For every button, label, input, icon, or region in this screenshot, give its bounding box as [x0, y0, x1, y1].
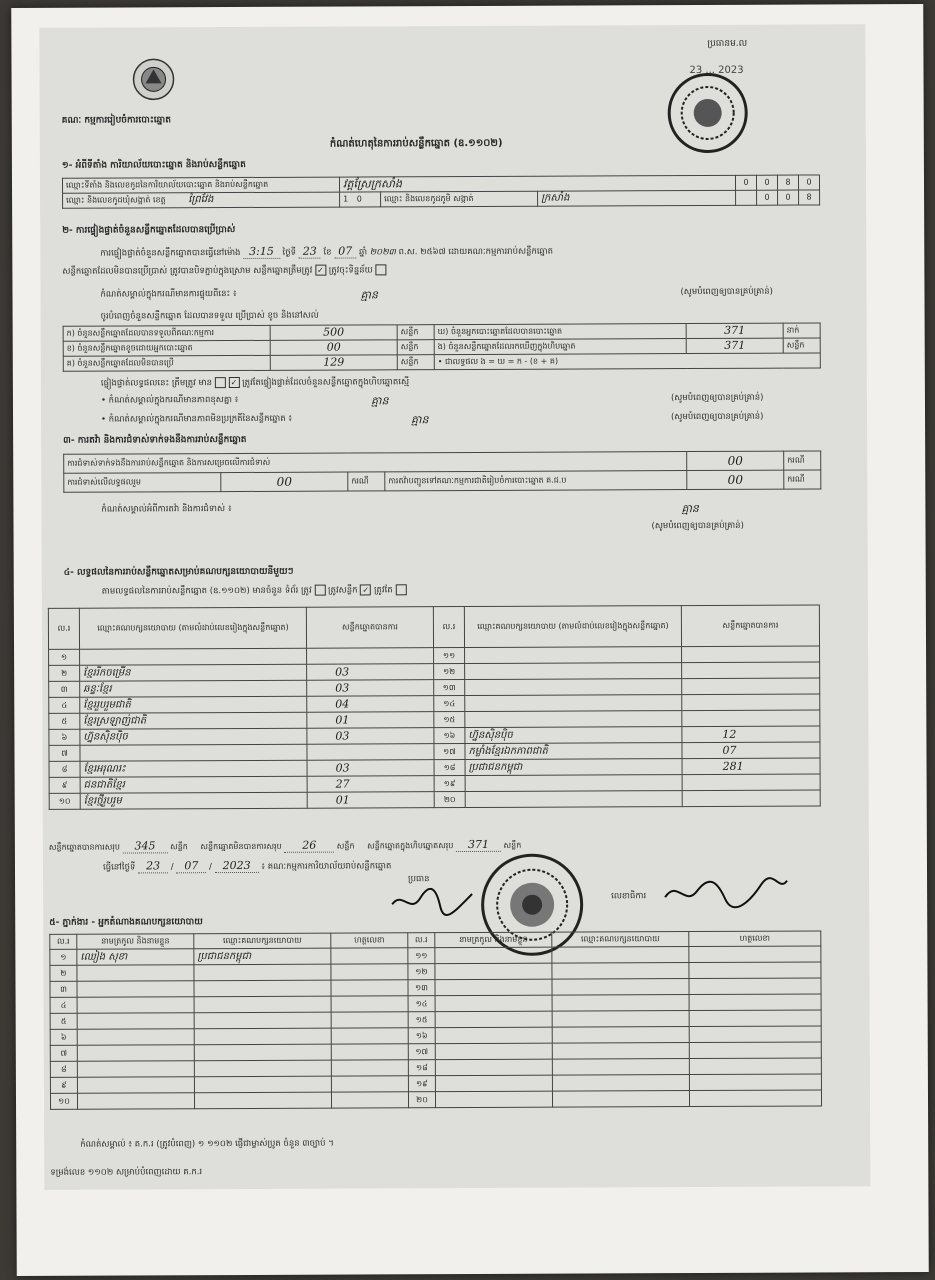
agent-name — [435, 1091, 552, 1108]
party-name: ខ្មែរស្រឡាញ់ជាតិ — [80, 712, 307, 729]
agent-signature — [331, 1028, 408, 1044]
agent-name — [435, 995, 552, 1012]
agents-col-no-2: ល.រ — [408, 933, 435, 948]
agent-signature — [689, 994, 821, 1011]
agent-signature — [689, 946, 821, 963]
spoiled-ballots-label: ខ) ចំនួនសន្លឹកឆ្នោតខូចដោយអ្នកបោះឆ្នោត — [63, 340, 270, 356]
agent-name — [77, 1077, 194, 1094]
row-number: ១២ — [434, 664, 465, 680]
count-time: 3:15 — [243, 245, 280, 259]
agent-row-number: ១ — [50, 949, 77, 965]
totals-line — [49, 836, 829, 853]
agent-signature — [331, 996, 408, 1012]
agent-row-number: ៨ — [50, 1061, 77, 1077]
commune-code-2: 0 — [778, 190, 799, 205]
results-col-party-2: ឈ្មោះគណបក្សនយោបាយ (តាមលំដាប់លេខរៀងក្នុងសន្លឹកឆ្នោត) — [464, 606, 681, 648]
count-day: 23 — [299, 245, 321, 259]
party-name: ខ្មែររីកចម្រើន — [80, 664, 307, 681]
party-votes: 03 — [307, 728, 434, 745]
results-col-no: ល.រ — [48, 608, 79, 649]
objection-value: 00 — [221, 472, 348, 492]
row-number: ៤ — [49, 697, 80, 713]
party-votes: 07 — [682, 742, 820, 759]
complaint-note-suffix: (សូមបំពេញឲ្យបានគ្រប់គ្រាន់) — [651, 520, 744, 532]
agent-name — [435, 1059, 552, 1076]
agent-party — [194, 1060, 331, 1077]
location-code-3: 8 — [777, 175, 798, 190]
agent-row-number: ១៨ — [408, 1060, 435, 1076]
verification-line — [101, 376, 409, 389]
agent-signature — [331, 1012, 408, 1028]
agent-row-number: ២០ — [408, 1092, 435, 1108]
party-name — [465, 791, 682, 808]
discrepancy-note-label: កំណត់សម្គាល់ក្នុងករណីមានការផ្ទុយពីនេះ ៖ — [100, 289, 237, 300]
row-number: ២ — [49, 665, 80, 681]
invalid-total-label: សន្លឹកឆ្នោតមិនបានការសរុប — [200, 841, 282, 852]
complaint-label: ការជំទាស់ទាក់ទងនឹងការរាប់សន្លឹកឆ្នោត និងការសម្រេចលើការជំទាស់ — [64, 452, 687, 474]
unused-ballots-label: គ) ចំនួនសន្លឹកឆ្នោតដែលមិនបានប្រើ — [63, 355, 270, 371]
party-votes: 281 — [682, 758, 820, 775]
section5-heading: ៥- ភ្នាក់ងារ - អ្នកតំណាងគណបក្សនយោបាយ — [49, 917, 203, 928]
count-time-suffix: ព.ស. ២៥៦៧ ដោយគណៈកម្មការរាប់សន្លឹកឆ្នោត — [398, 246, 554, 258]
unused-ballots-line — [62, 264, 386, 277]
party-votes: 04 — [307, 696, 434, 713]
agent-signature — [689, 1026, 821, 1043]
agent-row-number: ៦ — [50, 1029, 77, 1045]
party-votes: 12 — [682, 726, 820, 743]
row-number: ៦ — [49, 729, 80, 745]
complaint-note-line — [101, 501, 831, 514]
agent-party — [552, 1059, 689, 1076]
signing-day: 23 — [138, 859, 168, 873]
party-name: ឆន្ទៈខ្មែរ — [80, 680, 307, 697]
complaint-note-value: គ្មាន — [681, 502, 699, 516]
province-code-1: 1 — [343, 194, 349, 204]
row-number: ១ — [49, 649, 80, 665]
party-votes: 01 — [307, 712, 434, 729]
province-code-2: 0 — [356, 194, 362, 204]
agent-name — [435, 963, 552, 980]
agents-col-sign-2: ហត្ថលេខា — [689, 931, 821, 947]
ballots-in-box-unit: សន្លឹក — [783, 338, 820, 353]
nec-complaint-value: 00 — [687, 470, 784, 489]
agent-party — [552, 995, 689, 1012]
chair-signature — [388, 884, 478, 922]
agent-signature — [689, 1042, 821, 1059]
unused-ballots-text: សន្លឹកឆ្នោតដែលមិនបានប្រើប្រាស់ ត្រូវបានបិទភ្ជាប់ក្នុងស្រោម សន្លឹកឆ្នោតត្រឹមត្រូវ — [62, 265, 313, 277]
agent-signature — [331, 1044, 408, 1060]
agent-party — [194, 1028, 331, 1045]
agent-party — [552, 1091, 689, 1108]
table-row — [49, 790, 820, 809]
invalid-total-value: 26 — [284, 839, 334, 853]
box-total-unit: សន្លឹក — [503, 840, 522, 850]
complaint-value: 00 — [687, 451, 784, 470]
complaint-note-label: កំណត់សម្គាល់អំពីការតវ៉ា និងការជំទាស់ ៖ — [101, 504, 232, 515]
row-number: ៣ — [49, 681, 80, 697]
results-intro-opt1: ត្រូវ — [300, 585, 312, 596]
party-name: ខ្មែរថ្មីរួបរួម — [80, 792, 307, 809]
spoiled-ballots-value: 00 — [270, 340, 397, 356]
party-votes — [682, 678, 820, 695]
party-name — [465, 663, 682, 680]
results-col-party: ឈ្មោះគណបក្សនយោបាយ (តាមលំដាប់លេខរៀងក្នុងសន្លឹកឆ្នោត) — [79, 607, 306, 649]
party-name — [465, 775, 682, 792]
agent-row-number: ១៥ — [408, 1012, 435, 1028]
count-month-label: ខែ — [323, 247, 332, 258]
party-name: កម្លាំងខ្មែរឯកភាពជាតិ — [465, 743, 682, 760]
agent-signature — [689, 1090, 821, 1107]
form-footer: ទម្រង់លេខ ១១០២ សម្រាប់បំពេញដោយ គ.ក.រ — [50, 1167, 203, 1178]
agent-row-number: ១៦ — [408, 1028, 435, 1044]
party-votes — [307, 648, 434, 665]
valid-total-value: 345 — [123, 839, 168, 853]
agents-col-party: ឈ្មោះគណបក្សនយោបាយ — [194, 933, 331, 949]
nec-complaint-unit: ករណី — [784, 470, 821, 489]
irregularity-note-suffix: (សូមបំពេញឲ្យបានគ្រប់គ្រាន់) — [671, 411, 764, 423]
party-votes — [682, 774, 820, 791]
agent-row-number: ១៧ — [408, 1044, 435, 1060]
verification-box-2: ✓ — [228, 377, 239, 388]
row-number: ៥ — [49, 713, 80, 729]
agent-name — [77, 1093, 194, 1110]
agent-party — [194, 1092, 331, 1109]
voters-unit: នាក់ — [783, 323, 820, 338]
results-col-no-2: ល.រ — [433, 607, 464, 648]
agent-name — [435, 1011, 552, 1028]
ballots-in-box-label: ង) ចំនួនសន្លឹកឆ្នោតដែលរកឃើញក្នុងហិបឆ្នោត — [434, 339, 686, 355]
row-number: ៧ — [49, 745, 80, 761]
agent-party — [552, 1011, 689, 1028]
count-time-line — [100, 244, 553, 259]
irregularity-note-value: គ្មាន — [411, 413, 429, 427]
results-intro-opt3: ត្រូវតែ — [373, 585, 393, 596]
chair-label: ប្រធាន — [408, 874, 430, 885]
party-votes: 03 — [307, 680, 434, 697]
section3-heading: ៣- ការតវ៉ា និងការជំទាស់ទាក់ទងនឹងការរាប់សន្លឹកឆ្នោត — [63, 434, 247, 446]
row-number: ១៤ — [434, 696, 465, 712]
commune-code-1: 0 — [757, 190, 778, 205]
photocopy-page — [39, 24, 870, 1190]
row-number: ៨ — [49, 761, 80, 777]
spoiled-ballots-unit: សន្លឹក — [397, 340, 434, 355]
secretary-label: លេខាធិការ — [611, 891, 647, 902]
province-code — [340, 192, 381, 207]
count-year-label: ឆ្នាំ — [358, 247, 368, 258]
agent-signature — [689, 978, 821, 995]
voters-label: ឃ) ចំនួនអ្នកបោះឆ្នោតដែលបានបោះឆ្នោត — [434, 324, 686, 340]
emblem-logo — [131, 57, 175, 101]
agent-signature — [331, 1092, 408, 1108]
agent-signature — [689, 962, 821, 979]
party-name — [465, 711, 682, 728]
party-agents-table — [49, 930, 822, 1109]
row-number: ១៣ — [434, 680, 465, 696]
ballots-received-label: ក) ចំនួនសន្លឹកឆ្នោតដែលបានទទួលពីគណៈកម្មការ — [63, 325, 270, 341]
commune-label: ឈ្មោះ និងលេខកូដភូមិ សង្កាត់ — [381, 191, 538, 207]
agent-name — [435, 1043, 552, 1060]
unchecked-box — [375, 264, 386, 275]
official-seal-top — [668, 73, 748, 153]
party-votes — [682, 646, 820, 663]
agent-row-number: ១០ — [50, 1093, 77, 1109]
verification-text-b: ត្រូវតែផ្ទៀងផ្ទាត់ដែលចំនួនសន្លឹកឆ្នោតក្នុងហិបឆ្នោតស្មើ — [242, 377, 410, 388]
agent-row-number: ៤ — [50, 997, 77, 1013]
party-name: ប្រជាជនកម្ពុជា — [465, 759, 682, 776]
party-votes: 27 — [307, 776, 434, 793]
unused-ballots-unit: សន្លឹក — [397, 355, 434, 370]
box-total-label: សន្លឹកឆ្នោតក្នុងហិបឆ្នោតសរុប — [367, 841, 454, 851]
agent-party — [552, 979, 689, 996]
discrepancy-note-value: គ្មាន — [360, 288, 378, 302]
stamp-top-label: ប្រធានម.ល — [707, 38, 748, 49]
row-number: ២០ — [434, 792, 465, 808]
agents-col-party-2: ឈ្មោះគណបក្សនយោបាយ — [552, 932, 689, 948]
secretary-signature — [661, 873, 791, 917]
party-votes — [682, 710, 820, 727]
agent-row-number: ៥ — [50, 1013, 77, 1029]
party-name: ជនជាតិខ្មែរ — [80, 776, 307, 793]
agents-col-name-2: នាមត្រកូល និងនាមខ្លួន — [435, 932, 552, 948]
results-col-votes-2: សន្លឹកឆ្នោតបានការ — [681, 605, 819, 647]
agent-party: ប្រជាជនកម្ពុជា — [194, 948, 331, 965]
signing-year: 2023 — [215, 859, 259, 873]
agent-row-number: ១៩ — [408, 1076, 435, 1092]
objection-label: ការជំទាស់លើលទ្ធផលរួម — [64, 473, 221, 493]
commune-value: ក្រសាំង — [538, 190, 736, 206]
party-votes: 03 — [307, 664, 434, 681]
difference-note-suffix: (សូមបំពេញឲ្យបានគ្រប់គ្រាន់) — [670, 392, 764, 404]
agent-name — [77, 981, 194, 998]
row-number: ១៥ — [434, 712, 465, 728]
section1-heading: ១- អំពីទីតាំង ការិយាល័យបោះឆ្នោត និងរាប់សន្លឹកឆ្នោត — [61, 159, 246, 171]
count-day-label: ថ្ងៃទី — [282, 247, 297, 258]
table-row — [50, 1090, 821, 1109]
valid-total-label: សន្លឹកឆ្នោតបានការសរុប — [48, 842, 121, 852]
org-name: គណៈ កម្មការរៀបចំការបោះឆ្នោត — [61, 115, 171, 126]
agent-party — [194, 1044, 331, 1061]
ballots-received-value: 500 — [270, 325, 397, 341]
verification-box-1 — [215, 377, 226, 388]
count-year: ២០២៣ — [369, 247, 396, 258]
agent-party — [552, 947, 689, 964]
party-votes: 01 — [307, 792, 434, 809]
results-box-1 — [314, 585, 325, 596]
agent-signature — [331, 964, 408, 980]
agent-signature — [331, 948, 408, 964]
location-label: ឈ្មោះទីតាំង និងលេខកូដនៃការិយាល័យបោះឆ្នោត និងរាប់សន្លឹកឆ្នោត — [62, 177, 339, 193]
agent-name — [435, 947, 552, 964]
nec-complaint-label: ការតវ៉ាបញ្ជូនទៅគណៈកម្មការជាតិរៀបចំការបោះឆ្នោត គ.ជ.ប — [385, 471, 687, 491]
party-votes — [682, 694, 820, 711]
agent-name — [435, 1027, 552, 1044]
signing-date-label: ធ្វើនៅថ្ងៃទី — [102, 862, 136, 873]
location-code-2: 0 — [756, 175, 777, 190]
agent-party — [194, 980, 331, 997]
irregularity-note-label: • កំណត់សម្គាល់ក្នុងករណីមានភាពមិនប្រក្រតីនៃសន្លឹកឆ្នោត ៖ — [101, 413, 293, 425]
section2-heading: ២- ការផ្ទៀងផ្ទាត់ចំនួនសន្លឹកឆ្នោតដែលបានប្រើប្រាស់ — [62, 225, 236, 236]
party-name — [465, 647, 682, 664]
unused-ballots-value: 129 — [270, 355, 397, 371]
checked-box: ✓ — [315, 265, 326, 276]
agents-col-no: ល.រ — [50, 934, 77, 949]
irregularity-note-line — [101, 411, 831, 427]
results-intro — [102, 584, 407, 597]
footnote: កំណត់សម្គាល់ ៖ គ.ក.រ (ត្រូវបំពេញ) ១ ១១០២ ផ្ញើជាម្ចាស់ប្រូត ចំនួន ៣ច្បាប់ ។ — [80, 1138, 334, 1150]
party-votes: 03 — [307, 760, 434, 777]
box-total-value: 371 — [456, 838, 501, 852]
results-intro-text: តាមលទ្ធផលនៃការរាប់សន្លឹកឆ្នោត (ឧ.១១០២) មានចំនួន ទំព័រ — [101, 585, 299, 597]
difference-note-line — [100, 392, 831, 408]
results-box-2: ✓ — [360, 584, 371, 595]
ballot-count-subheading: ចូរបំពេញចំនួនសន្លឹកឆ្នោត ដែលបានទទួល ប្រើប្រាស់ ខូច និងនៅសល់ — [100, 310, 319, 322]
agent-party — [194, 1076, 331, 1093]
ballot-count-table — [63, 322, 821, 371]
ballots-received-unit: សន្លឹក — [397, 325, 434, 340]
agent-name — [435, 1075, 552, 1092]
row-number: ១១ — [434, 648, 465, 664]
objection-unit: ករណី — [348, 472, 385, 491]
invalid-total-unit: សន្លឹក — [336, 841, 355, 851]
agent-party — [194, 1012, 331, 1029]
row-number: ១៩ — [434, 776, 465, 792]
location-value: វត្តស្រែក្រសាំង — [339, 175, 735, 192]
count-month: 07 — [334, 244, 356, 258]
paper-sheet — [11, 4, 929, 1276]
party-name: ខ្មែរអរុណរះ — [80, 760, 307, 777]
agent-name — [77, 965, 194, 982]
party-name — [80, 648, 307, 665]
agents-col-sign: ហត្ថលេខា — [331, 933, 408, 948]
unused-ballots-check-label: ត្រូវចុះទិន្នន័យ — [328, 265, 373, 276]
row-number: ១០ — [49, 793, 80, 809]
party-votes — [682, 662, 820, 679]
formula-label: • ជាលទ្ធផល ង = ឃ = ក - (ខ + គ) — [434, 353, 820, 370]
signing-date-suffix: ៖ គណៈកម្មការការិយាល័យរាប់សន្លឹកឆ្នោត — [261, 861, 392, 872]
discrepancy-note-line — [100, 286, 830, 302]
agent-name — [77, 1061, 194, 1078]
agent-party — [552, 1075, 689, 1092]
agent-row-number: ៩ — [50, 1077, 77, 1093]
row-number: ១៦ — [434, 728, 465, 744]
agent-row-number: ២ — [50, 965, 77, 981]
party-name: ហ្វ៊ុនស៊ិនប៉ិច — [80, 728, 307, 745]
agent-signature — [331, 1076, 408, 1092]
complaint-unit: ករណី — [784, 451, 821, 470]
agent-row-number: ៧ — [50, 1045, 77, 1061]
party-votes — [682, 790, 820, 807]
agent-party — [194, 996, 331, 1013]
difference-note-value: គ្មាន — [370, 394, 389, 408]
agent-row-number: ១៤ — [408, 996, 435, 1012]
party-name — [465, 695, 682, 712]
party-results-table — [48, 604, 821, 809]
commune-code-blank — [736, 190, 757, 205]
agent-name — [77, 1013, 194, 1030]
results-box-3 — [395, 584, 406, 595]
agent-row-number: ១៣ — [408, 980, 435, 996]
discrepancy-note-suffix: (សូមបំពេញឲ្យបានគ្រប់គ្រាន់) — [680, 286, 773, 298]
row-number: ៩ — [49, 777, 80, 793]
commune-code-3: 8 — [799, 190, 820, 205]
agent-name — [77, 1029, 194, 1046]
party-name — [465, 679, 682, 696]
results-intro-opt2: ត្រូវសន្លឹក — [328, 585, 358, 596]
province-label-text: ឈ្មោះ និងលេខកូដឃុំសង្កាត់ ខេត្ត — [66, 195, 166, 205]
agent-name — [77, 997, 194, 1014]
agent-name — [77, 1045, 194, 1062]
document-title: កំណត់ហេតុនៃការរាប់សន្លឹកឆ្នោត (ឧ.១១០២) — [329, 137, 503, 150]
party-name: ហ្វ៊ុនស៊ិនប៉ិច — [465, 727, 682, 744]
location-code-4: 0 — [798, 175, 819, 190]
party-name — [80, 744, 307, 761]
agent-row-number: ១២ — [408, 964, 435, 980]
agent-party — [194, 964, 331, 981]
row-number: ១៧ — [434, 744, 465, 760]
count-time-prefix: ការផ្ទៀងផ្ទាត់ចំនួនសន្លឹកឆ្នោតបានធ្វើនៅម៉ោង — [100, 247, 241, 259]
agent-signature — [689, 1010, 821, 1027]
signing-date-line: ធ្វើនៅថ្ងៃទី 23 / 07 / 2023 ៖ គណៈកម្មការការិយាល័យរាប់សន្លឹកឆ្នោត — [102, 858, 392, 873]
province-label — [63, 192, 340, 208]
signing-month: 07 — [176, 859, 206, 873]
voters-value: 371 — [686, 323, 783, 338]
agent-party — [552, 1027, 689, 1044]
verification-text: ផ្ទៀងផ្ទាត់លទ្ធផលនេះ ត្រឹមត្រូវ មាន — [100, 378, 213, 389]
agent-row-number: ១១ — [408, 948, 435, 964]
valid-total-unit: សន្លឹក — [170, 842, 188, 852]
complaints-table — [63, 450, 821, 492]
results-col-votes: សន្លឹកឆ្នោតបានការ — [306, 607, 433, 649]
agent-party — [552, 1043, 689, 1060]
section4-heading: ៤- លទ្ធផលនៃការរាប់សន្លឹកឆ្នោតសម្រាប់គណបក្សនយោបាយនីមួយៗ — [63, 566, 294, 578]
agent-row-number: ៣ — [50, 981, 77, 997]
province-value: ព្រៃវែង — [188, 194, 214, 206]
agent-party — [552, 963, 689, 980]
agent-name — [435, 979, 552, 996]
ballots-in-box-value: 371 — [686, 338, 783, 353]
agent-signature — [689, 1074, 821, 1091]
agent-signature — [689, 1058, 821, 1075]
row-number: ១៨ — [434, 760, 465, 776]
agents-col-name: នាមត្រកូល និងនាមខ្លួន — [77, 934, 194, 950]
party-name: ខ្មែររួបរួមជាតិ — [80, 696, 307, 713]
difference-note-label: • កំណត់សម្គាល់ក្នុងករណីមានភាពខុសគ្នា ៖ — [100, 395, 239, 406]
agent-name: ឈៀង សុខា — [77, 949, 194, 966]
party-votes — [307, 744, 434, 761]
agent-signature — [331, 980, 408, 996]
agent-signature — [331, 1060, 408, 1076]
stamp-top-date: 23 ... 2023 — [689, 64, 744, 77]
location-table — [62, 174, 820, 208]
location-code-1: 0 — [735, 175, 756, 190]
